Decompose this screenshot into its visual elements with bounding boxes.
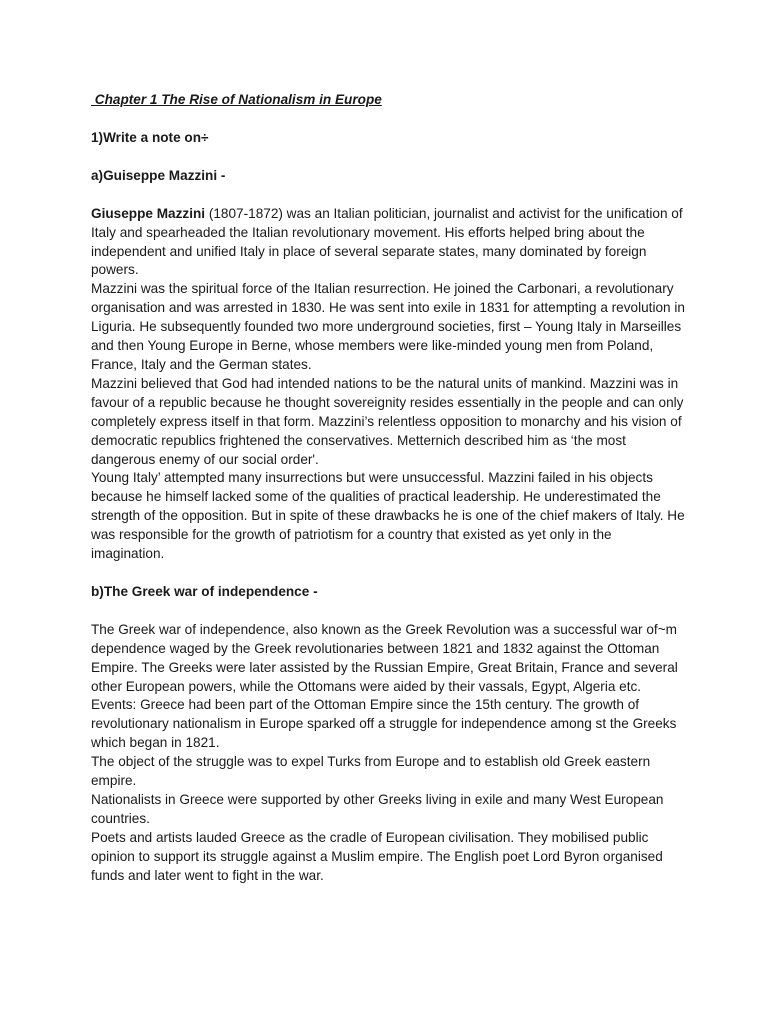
- intro-text: (1807-1872) was an Italian politician, journalist and activist for the unification of Italy and spearheaded the Italian revolutionary movement. His efforts helped bring about the independent and unified Italy in place of several separate states, many dominated by foreign powers.: [91, 205, 683, 278]
- section-b-paragraph: Nationalists in Greece were supported by other Greeks living in exile and many West European countries.: [91, 792, 664, 826]
- section-b-paragraph: The object of the struggle was to expel Turks from Europe and to establish old Greek eastern empire.: [91, 754, 651, 789]
- chapter-title: Chapter 1 The Rise of Nationalism in Europe: [91, 92, 382, 107]
- mazzini-name: Giuseppe Mazzini: [91, 205, 206, 221]
- section-a-intro: [91, 205, 687, 281]
- section-a-body: [91, 205, 687, 564]
- document-page: [91, 91, 687, 905]
- section-b-paragraph: Poets and artists lauded Greece as the cradle of European civilisation. They mobilised public opinion to support its struggle against a Muslim empire. The English poet Lord Byron organised funds and later went to fight in the war.: [91, 829, 663, 883]
- section-a-paragraph: Mazzini believed that God had intended nations to be the natural units of mankind. Mazzini was in favour of a republic because he thought sovereignity resides essentially in the people and can only completely express itself in that form. Mazzini’s relentless opposition to monarchy and his vision of democratic republics frightened the conservatives. Metternich described him as ‘the most dangerous enemy of our social order'.: [91, 375, 684, 467]
- section-a-paragraph: Mazzini was the spiritual force of the Italian resurrection. He joined the Carbonari, a revolutionary organisation and was arrested in 1830. He was sent into exile in 1831 for attempting a revolution in Liguria. He subsequently founded two more underground societies, first – Young Italy in Marseilles and then Young Europe in Berne, whose members were like-minded young men from Poland, France, Italy and the German states.: [91, 281, 685, 372]
- section-b-paragraph: The Greek war of independence, also known as the Greek Revolution was a successful war of~m dependence waged by the Greek revolutionaries between 1821 and 1832 against the Ottoman Empire. The Greeks were later assisted by the Russian Empire, Great Britain, France and several other European powers, while the Ottomans were aided by their vassals, Egypt, Algeria etc.: [91, 621, 678, 694]
- section-b-paragraph: Events: Greece had been part of the Ottoman Empire since the 15th century. The growth of revolutionary nationalism in Europe sparked off a struggle for independence among st the Greeks which began in 1821.: [91, 697, 677, 751]
- section-b-heading: b)The Greek war of independence -: [91, 583, 318, 599]
- section-b-body: [91, 621, 687, 886]
- section-a-heading: a)Guiseppe Mazzini -: [91, 167, 226, 183]
- question-heading: 1)Write a note on÷: [91, 129, 209, 145]
- section-a-paragraph: Young Italy’ attempted many insurrections but were unsuccessful. Mazzini failed in his objects because he himself lacked some of the qualities of practical leadership. He underestimated the strength of the opposition. But in spite of these drawbacks he is one of the chief makers of Italy. He was responsible for the growth of patriotism for a country that existed as yet only in the imagination.: [91, 470, 685, 562]
